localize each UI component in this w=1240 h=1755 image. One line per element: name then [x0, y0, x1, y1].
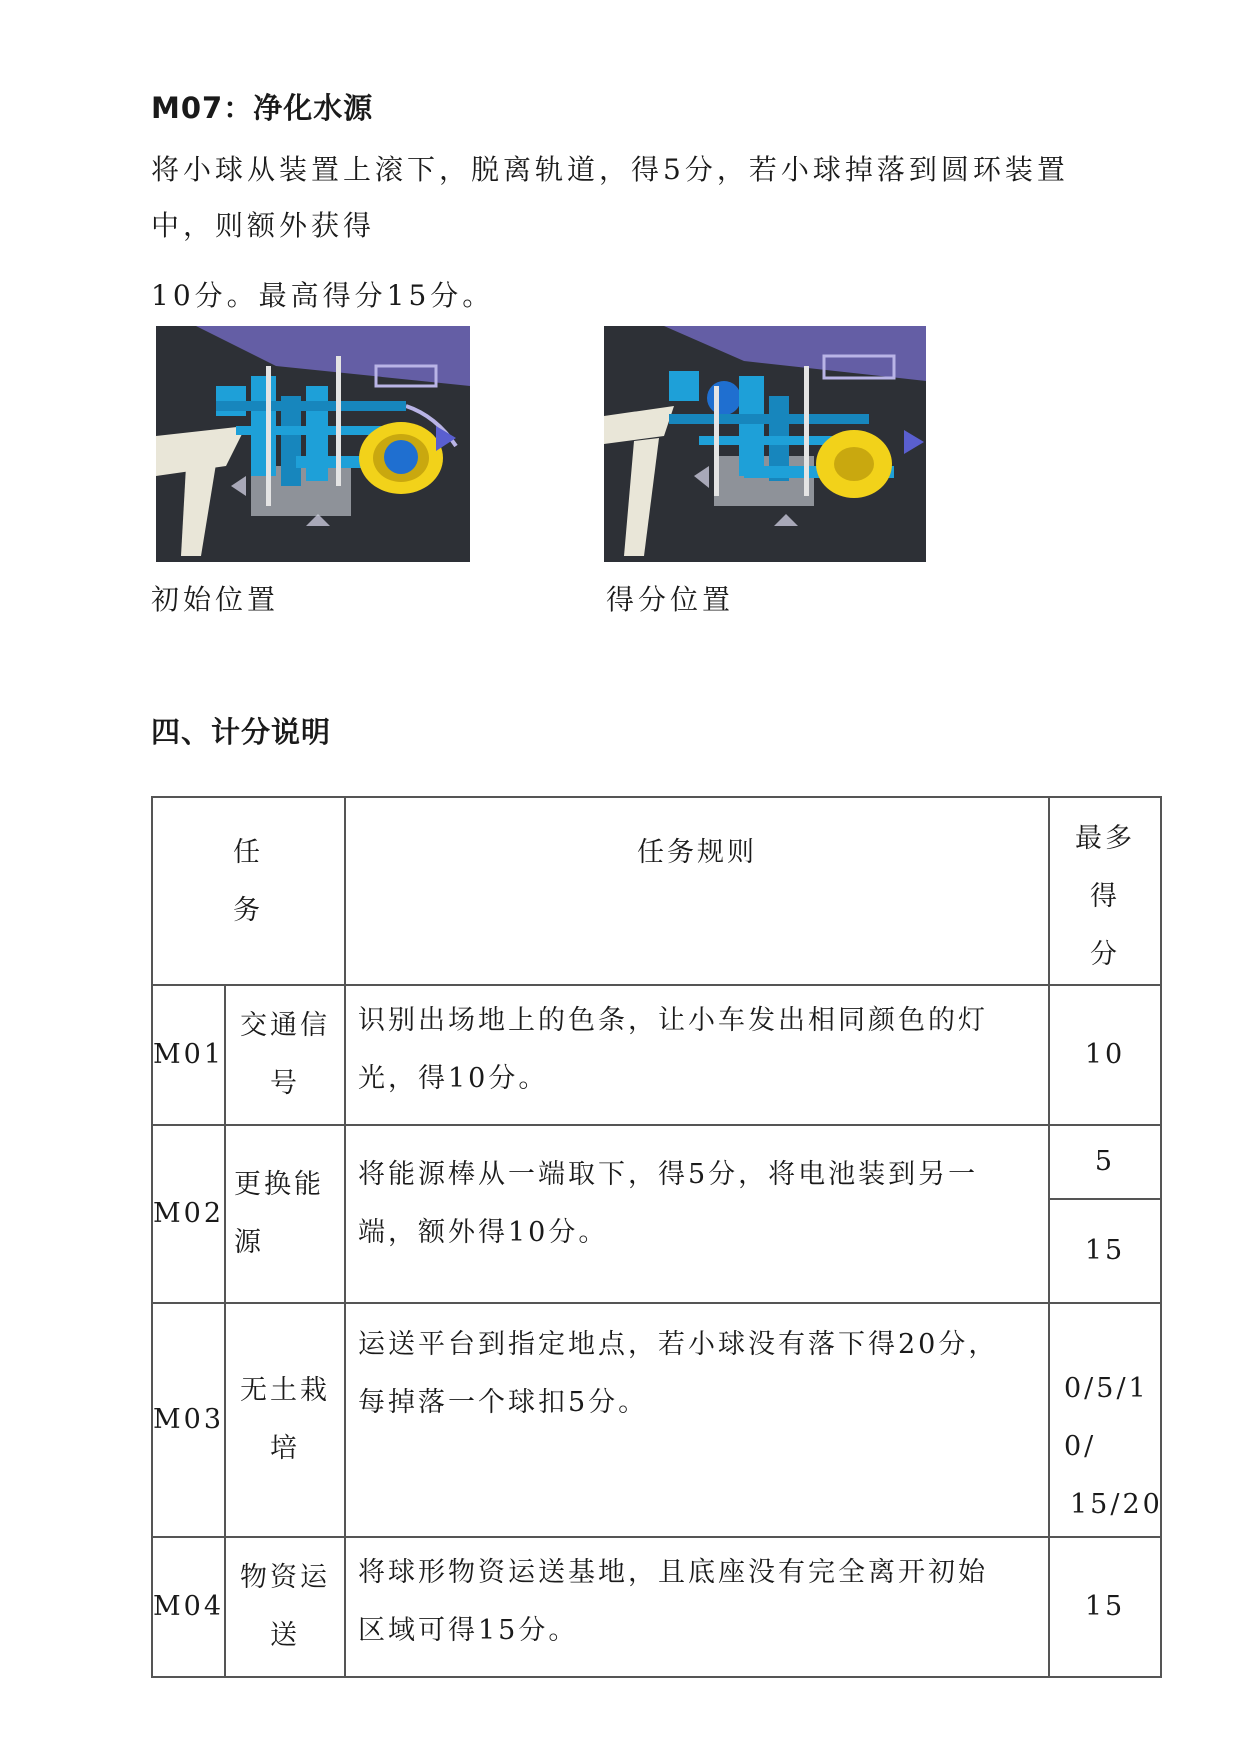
header-task-line-2: 务 [233, 895, 263, 926]
row-max: 10 [1049, 985, 1161, 1125]
row-max [1049, 1303, 1161, 1537]
row-rule-line-1: 将球形物资运送基地，且底座没有完全离开初始 [358, 1557, 988, 1588]
row-rule-line-1: 识别出场地上的色条，让小车发出相同颜色的灯 [358, 1005, 988, 1036]
header-max [1049, 797, 1161, 985]
row-rule [345, 1125, 1049, 1303]
scoring-table [151, 796, 1162, 1678]
row-name-line-1: 更换能 [234, 1169, 324, 1200]
header-max-line-1: 最多 [1075, 823, 1135, 854]
photo-scoring-position [604, 326, 926, 562]
row-name-line-1: 物资运 [240, 1562, 330, 1593]
row-max-line-3: 15/20 [1070, 1489, 1163, 1520]
row-code: M04 [152, 1537, 225, 1677]
photo-scoring-position-drawing [604, 326, 926, 562]
table-header-row [152, 797, 1161, 985]
header-max-line-3: 分 [1090, 939, 1120, 970]
row-code: M01 [152, 985, 225, 1125]
row-rule-line-1: 将能源棒从一端取下，得5分，将电池装到另一 [358, 1159, 979, 1190]
row-max: 15 [1049, 1537, 1161, 1677]
row-rule [345, 1537, 1049, 1677]
row-rule-line-2: 端，额外得10分。 [358, 1217, 609, 1248]
row-max-line-2: 0/ [1064, 1431, 1097, 1462]
caption-initial-position: 初始位置 [151, 583, 280, 616]
table-row [152, 1537, 1161, 1677]
row-name-line-2: 送 [270, 1620, 300, 1651]
row-name-line-2: 培 [270, 1433, 300, 1464]
row-name-line-2: 源 [234, 1227, 264, 1258]
row-max-line-1: 0/5/1 [1064, 1373, 1149, 1404]
row-name [225, 985, 345, 1125]
header-rule-label: 任务规则 [637, 837, 757, 868]
caption-scoring-position: 得分位置 [606, 583, 735, 616]
row-max-a: 5 [1049, 1125, 1161, 1199]
row-name [225, 1537, 345, 1677]
table-row [152, 1125, 1161, 1199]
row-code: M03 [152, 1303, 225, 1537]
row-rule-line-2: 光，得10分。 [358, 1063, 549, 1094]
photo-initial-position-drawing [156, 326, 470, 562]
section-m07-line-3: 10分。最高得分15分。 [151, 279, 495, 312]
row-code: M02 [152, 1125, 225, 1303]
row-rule-line-1: 运送平台到指定地点，若小球没有落下得20分， [358, 1329, 999, 1360]
photo-initial-position [156, 326, 470, 562]
row-rule [345, 1303, 1049, 1537]
table-row [152, 985, 1161, 1125]
row-name-line-1: 交通信 [240, 1010, 330, 1041]
row-rule-line-2: 区域可得15分。 [358, 1615, 579, 1646]
section-scoring-title: 四、计分说明 [151, 715, 332, 749]
section-m07-line-1: 将小球从装置上滚下，脱离轨道，得5分，若小球掉落到圆环装置 [151, 153, 1069, 186]
header-task-line-1: 任 [233, 837, 263, 868]
table-row [152, 1303, 1161, 1537]
row-rule-line-2: 每掉落一个球扣5分。 [358, 1387, 649, 1418]
header-rule [345, 797, 1049, 985]
row-name-line-1: 无土栽 [240, 1375, 330, 1406]
row-max-b: 15 [1049, 1199, 1161, 1303]
header-task [152, 797, 345, 985]
row-name [225, 1125, 345, 1303]
section-m07-line-2: 中，则额外获得 [151, 209, 376, 242]
row-name [225, 1303, 345, 1537]
header-max-line-2: 得 [1090, 881, 1120, 912]
section-m07-title: M07：净化水源 [151, 91, 374, 125]
row-rule [345, 985, 1049, 1125]
row-name-line-2: 号 [270, 1068, 300, 1099]
